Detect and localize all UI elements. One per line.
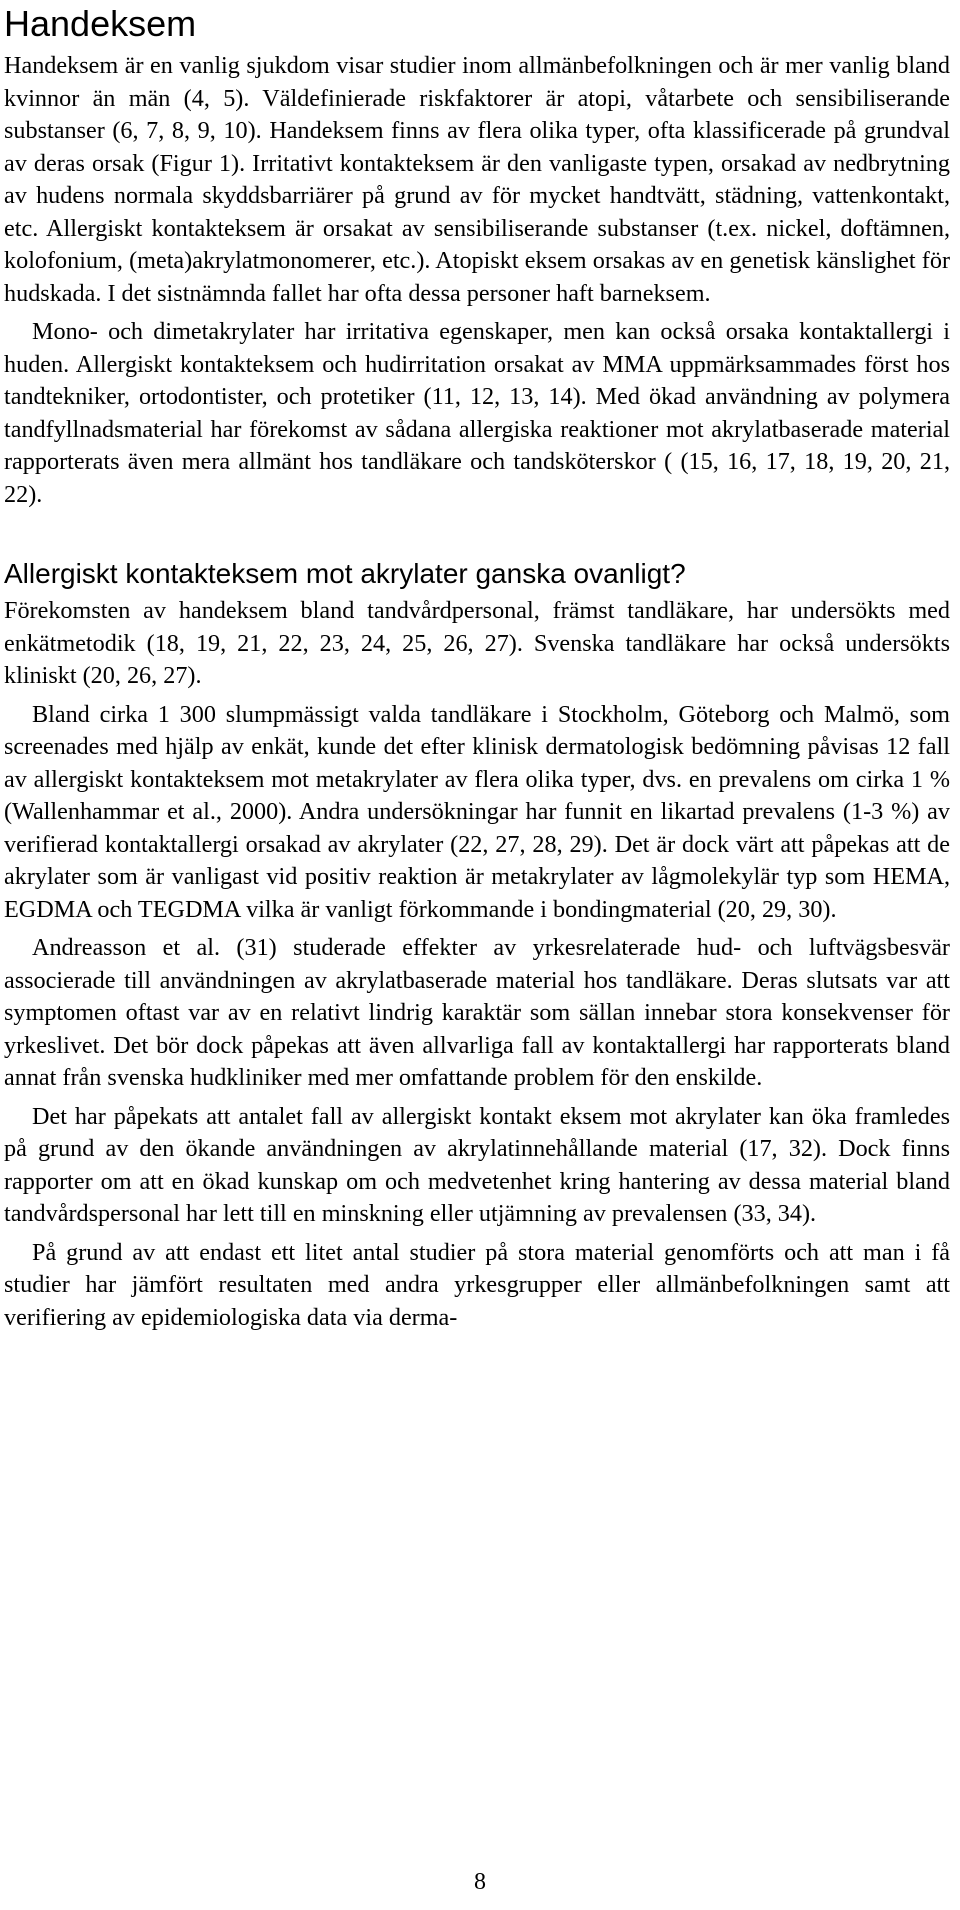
document-body [4, 0, 950, 1334]
paragraph-andreasson: Andreasson et al. (31) studerade effekter av yrkesrelaterade hud- och luftvägsbesvär associerade till användningen av akrylatbaserade material hos tandläkare. Deras slutsats var att symptomen oftast var av en relativt lindrig karaktär som sällan innebar stora konsekvenser för yrkeslivet. Det bör dock påpekas att även allvarliga fall av kontaktallergi har rapporterats bland annat från svenska hudkliniker med mer omfattande problem för den enskilde. [4, 934, 950, 1091]
paragraph-forekomsten: Förekomsten av handeksem bland tandvårdpersonal, främst tandläkare, har undersökts med enkätmetodik (18, 19, 21, 22, 23, 24, 25, 26, 27). Svenska tandläkare har också undersökts kliniskt (20, 26, 27). [4, 597, 950, 689]
section-gap [4, 511, 950, 557]
section-title-handeksem: Handeksem [4, 3, 197, 44]
paragraph-antalet-fall: Det har påpekats att antalet fall av allergiskt kontakt eksem mot akrylater kan öka framledes på grund av den ökande användningen av akrylatinnehållande material (17, 32). Dock finns rapporter om att en ökad kunskap om och medvetenhet kring hantering av dessa material bland tandvårdspersonal har lett till en minskning eller utjämning av prevalensen (33, 34). [4, 1102, 950, 1227]
page-number: 8 [474, 1869, 486, 1895]
section-title-allergiskt-kontakteksem: Allergiskt kontakteksem mot akrylater ganska ovanligt? [4, 558, 686, 589]
paragraph-metakrylater: Mono- och dimetakrylater har irritativa egenskaper, men kan också orsaka kontaktallergi i huden. Allergiskt kontakteksem och hudirritation orsakat av MMA uppmärksammades först hos tandtekniker, ortodontister, och protetiker (11, 12, 13, 14). Med ökad användning av polymera tandfyllnadsmaterial har förekomst av sådana allergiska reaktioner mot akrylatbaserade material rapporterats även mera allmänt hos tandläkare och tandsköterskor ( (15, 16, 17, 18, 19, 20, 21, 22). [4, 318, 950, 508]
paragraph-handeksem-intro: Handeksem är en vanlig sjukdom visar studier inom allmänbefolkningen och är mer vanlig bland kvinnor än män (4, 5). Väldefinierade riskfaktorer är atopi, våtarbete och sensibiliserande substanser (6, 7, 8, 9, 10). Handeksem finns av flera olika typer, ofta klassificerade på grundval av deras orsak (Figur 1). Irritativt kontakteksem är den vanligaste typen, orsakad av nedbrytning av hudens normala skyddsbarriärer på grund av för mycket handtvätt, städning, vattenkontakt, etc. Allergiskt kontakteksem är orsakat av sensibiliserande substanser (t.ex. nickel, doftämnen, kolofonium, (meta)akrylatmonomerer, etc.). Atopiskt eksem orsakas av en genetisk känslighet för hudskada. I det sistnämnda fallet har ofta dessa personer haft barneksem. [4, 52, 950, 307]
paragraph-bland-cirka: Bland cirka 1 300 slumpmässigt valda tandläkare i Stockholm, Göteborg och Malmö, som screenades med hjälp av enkät, kunde det efter klinisk dermatologisk bedömning påvisas 12 fall av allergiskt kontakteksem mot metakrylater av flera olika typer, dvs. en prevalens om cirka 1 % (Wallenhammar et al., 2000). Andra undersökningar har funnit en likartad prevalens (1-3 %) av verifierad kontaktallergi orsakad av akrylater (22, 27, 28, 29). Det är dock värt att påpekas att de akrylater som är vanligast vid positiv reaktion är metakrylater av lågmolekylär typ som HEMA, EGDMA och TEGDMA vilka är vanligt förkommande i bondingmaterial (20, 29, 30). [4, 700, 950, 923]
paragraph-pa-grund: På grund av att endast ett litet antal studier på stora material genomförts och att man i få studier har jämfört resultaten med andra yrkesgrupper eller allmänbefolkningen samt att verifiering av epidemiologiska data via derma- [4, 1238, 950, 1331]
